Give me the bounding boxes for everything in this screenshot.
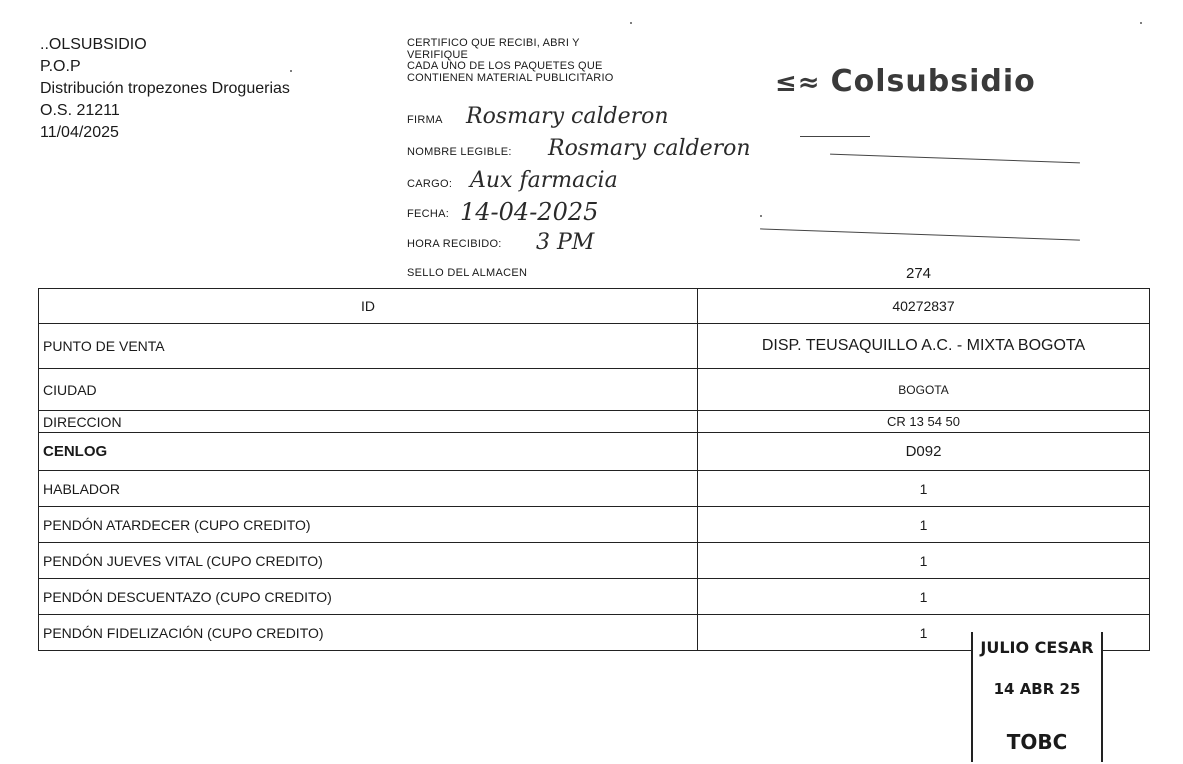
certificate-line: VERIFIQUE	[407, 48, 469, 61]
row-value: 1	[698, 471, 1150, 507]
row-key: PENDÓN ATARDECER (CUPO CREDITO)	[39, 507, 698, 543]
row-key: PUNTO DE VENTA	[39, 324, 698, 369]
section-name: P.O.P	[40, 58, 81, 75]
row-value: CR 13 54 50	[698, 411, 1150, 433]
hora-label: HORA RECIBIDO:	[407, 238, 502, 250]
fecha-line	[760, 228, 1080, 240]
order-number: O.S. 21211	[40, 102, 120, 119]
document-description: Distribución tropezones Droguerias	[40, 80, 290, 97]
sello-label: SELLO DEL ALMACEN	[407, 267, 528, 279]
certificate-text	[407, 38, 613, 84]
table-row	[39, 411, 1150, 433]
table-row	[39, 507, 1150, 543]
table-row	[39, 369, 1150, 411]
table-row	[39, 579, 1150, 615]
table-row	[39, 289, 1150, 324]
row-key: ID	[39, 289, 698, 324]
nombre-label: NOMBRE LEGIBLE:	[407, 146, 512, 158]
distribution-table	[38, 288, 1150, 651]
document-header	[40, 34, 290, 144]
stamp-code: TOBC	[1006, 730, 1068, 754]
row-value: 40272837	[698, 289, 1150, 324]
sello-number: 274	[906, 265, 932, 282]
table-row	[39, 471, 1150, 507]
scan-speck	[290, 70, 292, 72]
document-date: 11/04/2025	[40, 124, 119, 141]
row-key: HABLADOR	[39, 471, 698, 507]
row-value: DISP. TEUSAQUILLO A.C. - MIXTA BOGOTA	[698, 324, 1150, 369]
nombre-line	[830, 154, 1080, 164]
nombre-value: Rosmary calderon	[548, 136, 751, 161]
row-key: PENDÓN JUEVES VITAL (CUPO CREDITO)	[39, 543, 698, 579]
cargo-label: CARGO:	[407, 178, 453, 190]
firma-label: FIRMA	[407, 114, 443, 126]
row-key: PENDÓN DESCUENTAZO (CUPO CREDITO)	[39, 579, 698, 615]
row-key: DIRECCION	[39, 411, 698, 433]
row-value: 1	[698, 615, 1150, 651]
table-row	[39, 324, 1150, 369]
row-key: CENLOG	[39, 433, 698, 471]
row-key: CIUDAD	[39, 369, 698, 411]
receiving-stamp	[971, 632, 1103, 762]
firma-signature: Rosmary calderon	[466, 104, 669, 129]
colsubsidio-logo	[775, 64, 1036, 99]
company-name: ..OLSUBSIDIO	[40, 36, 147, 53]
row-key: PENDÓN FIDELIZACIÓN (CUPO CREDITO)	[39, 615, 698, 651]
row-value: BOGOTA	[698, 369, 1150, 411]
row-value: D092	[698, 433, 1150, 471]
hora-value: 3 PM	[536, 230, 595, 255]
scan-speck	[760, 215, 762, 217]
certificate-line: CERTIFICO QUE RECIBI, ABRI Y	[407, 37, 580, 49]
row-value: 1	[698, 543, 1150, 579]
certificate-line: CONTIENEN MATERIAL PUBLICITARIO	[407, 71, 614, 84]
table-row	[39, 543, 1150, 579]
logo-text: Colsubsidio	[830, 64, 1036, 99]
logo-mark-icon: ≤≈	[775, 68, 831, 98]
stamp-date: 14 ABR 25	[993, 680, 1081, 698]
table-row	[39, 433, 1150, 471]
fecha-value: 14-04-2025	[460, 198, 599, 226]
signature-line	[800, 136, 870, 137]
cargo-value: Aux farmacia	[470, 168, 618, 193]
scan-speck	[1140, 22, 1142, 24]
scan-speck	[630, 22, 632, 24]
row-value: 1	[698, 507, 1150, 543]
fecha-label: FECHA:	[407, 208, 450, 220]
stamp-name: JULIO CESAR	[980, 638, 1094, 657]
row-value: 1	[698, 579, 1150, 615]
certificate-line: CADA UNO DE LOS PAQUETES QUE	[407, 60, 603, 72]
